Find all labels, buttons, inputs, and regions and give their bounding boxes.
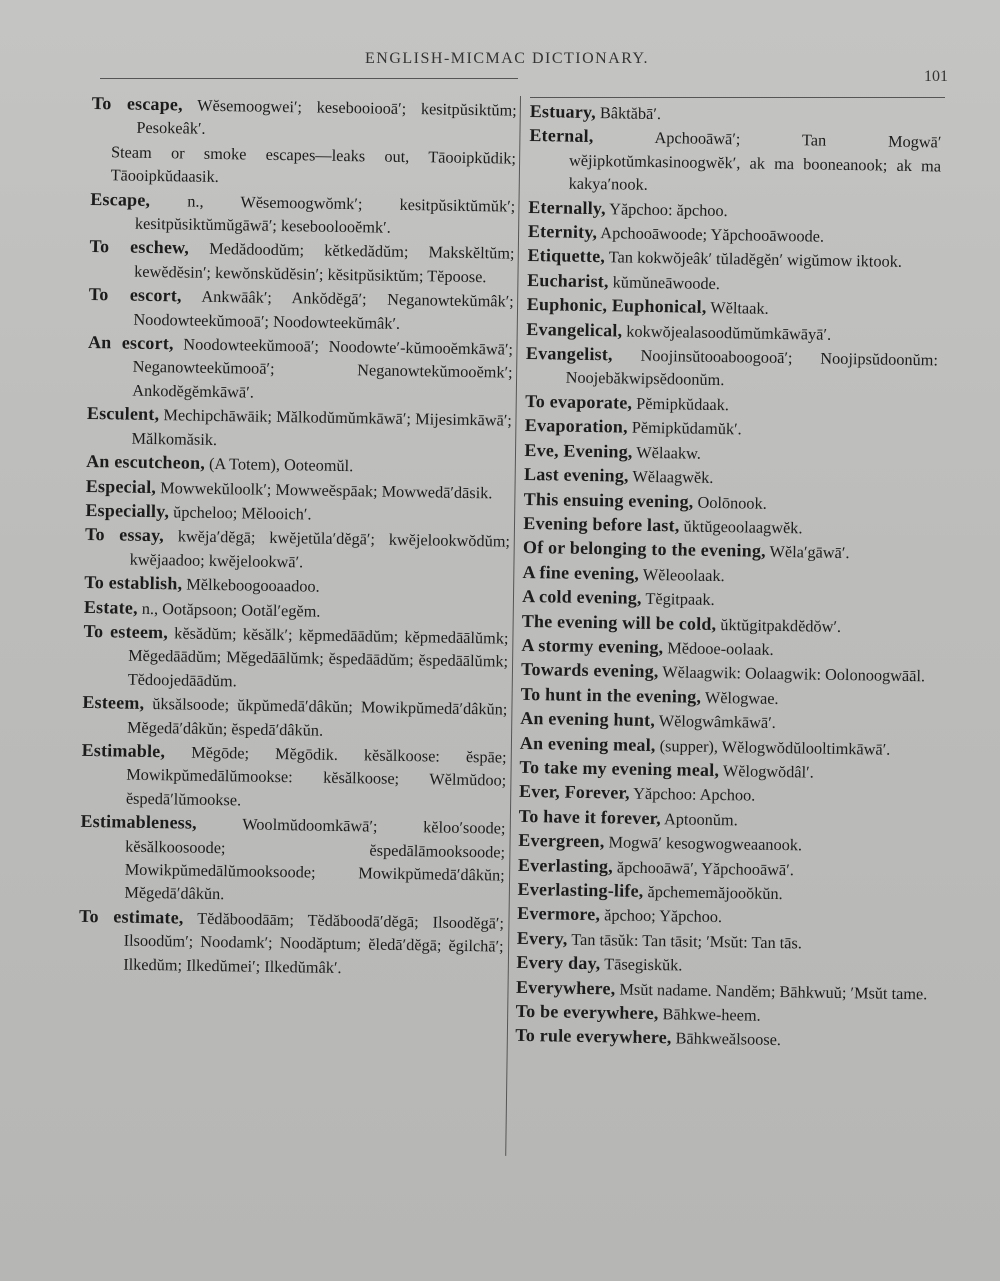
entry-definition: Mowwekŭloolk′; Mowweĕspāak; Mowwedā′dāsik. (160, 477, 493, 502)
entry-definition: Msŭt nadame. Nandĕm; Bāhkwuŭ; ′Msŭt tame. (619, 979, 928, 1003)
entry-headword: Eve, Evening, (524, 439, 633, 462)
entry-definition: Wĕlogwŏdâl′. (722, 761, 814, 782)
entry-definition: Apchooāwoode; Yăpchooāwoode. (600, 223, 825, 246)
entry-definition: Tĕgitpaak. (645, 589, 715, 610)
page-number: 101 (924, 68, 948, 85)
entry-headword: Evermore, (517, 903, 601, 925)
entry-headword: To esteem, (83, 620, 169, 643)
entry-definition: Wĕlaagwik: Oolaagwik: Oolonoogwāāl. (662, 662, 926, 686)
entry-headword: Estimableness, (80, 811, 198, 833)
entry-definition: (supper), Wĕlogwŏdŭlooltimkāwā′. (659, 735, 891, 759)
entry-definition: ŭpcheloo; Mĕlooich′. (173, 502, 312, 524)
entry-headword: Everywhere, (515, 976, 616, 999)
entry-headword: Estuary, (529, 100, 597, 123)
entry-headword: Last evening, (523, 464, 629, 486)
entry-headword: To essay, (84, 524, 165, 546)
entry-definition: Noojinsŭtooaboogooā′; Noojipsŭdoonŭm: Noojebăkwipsĕdoonŭm. (565, 345, 939, 390)
entry-headword: Euphonic, Euphonical, (526, 294, 707, 318)
entry-headword: Eternal, (529, 125, 594, 147)
entry-definition: Bāhkwe-heem. (662, 1004, 761, 1025)
entry-definition: Wĕlogwâmkāwā′. (658, 711, 776, 733)
entry-headword: An evening meal, (519, 732, 656, 755)
entry-headword: Especial, (85, 475, 157, 497)
entry-definition: ŭksălsoode; ŭkpŭmedā′dâkŭn; Mowikpŭmedā′dâkŭn; Mĕgedā′dâkŭn; ĕspedā′dâkŭn. (126, 694, 508, 740)
entry-headword: Esculent, (86, 403, 160, 425)
entry-headword: A stormy evening, (521, 634, 664, 658)
dictionary-entry (79, 810, 505, 910)
entry-headword: Ever, Forever, (518, 781, 630, 804)
entry-headword: To evaporate, (525, 390, 633, 413)
entry-headword: Evergreen, (518, 830, 605, 852)
entry-definition: Wĕsemoogwei′; kesebooiooā′; kesitpŭsiktŭm; Pesokeâk′. (136, 95, 517, 139)
entry-definition: Tan tāsŭk: Tan tāsit; ′Msŭt: Tan tās. (571, 929, 803, 953)
dictionary-entry (87, 331, 513, 408)
entry-definition: n., Ootăpsoon; Ootăl′egĕm. (141, 598, 321, 621)
header-rule-right (530, 97, 945, 98)
entry-headword: To be everywhere, (515, 1000, 659, 1024)
entry-headword: Estate, (83, 596, 138, 618)
entry-headword: A fine evening, (522, 561, 640, 584)
entry-headword: To rule everywhere, (515, 1025, 672, 1048)
dictionary-entry (91, 92, 517, 145)
dictionary-entry (86, 402, 512, 455)
entry-definition: Wĕlogwae. (704, 687, 779, 708)
entry-definition: ăpchoo; Yăpchoo. (604, 905, 723, 927)
running-head: ENGLISH-MICMAC DICTIONARY. (365, 50, 650, 67)
entry-definition: ăpchooāwā′, Yăpchooāwā′. (616, 857, 795, 879)
entry-headword: Evening before last, (523, 512, 680, 536)
entry-definition: Wĕla′gāwā′. (769, 542, 850, 563)
entry-headword: An evening hunt, (520, 708, 656, 731)
entry-headword: An escutcheon, (86, 451, 206, 473)
entry-definition: ŭktŭgeoolaagwĕk. (683, 516, 803, 538)
entry-definition: Mĕdooe-oolaak. (667, 638, 774, 659)
header-rule-left (100, 78, 518, 79)
entry-headword: Everlasting-life, (517, 878, 644, 901)
entry-definition: Wĕlaagwĕk. (632, 466, 714, 488)
entry-headword: To establish, (84, 572, 183, 594)
dictionary-entry (90, 188, 516, 241)
entry-headword: An escort, (87, 332, 174, 354)
entry-headword: Evangelical, (526, 318, 623, 341)
entry-definition: Oolōnook. (697, 492, 767, 513)
entry-headword: A cold evening, (522, 586, 642, 608)
entry-headword: Esteem, (82, 692, 145, 714)
entry-definition: Wĕlaakw. (636, 442, 702, 463)
entry-headword: Eternally, (528, 196, 606, 218)
entry-definition: Noodowteekŭmooā′; Noodowte′-kŭmooĕmkāwā′; Neganowteekŭmooā′; Neganowtekŭmooĕmk′; Ankodĕgĕmkāwā′. (132, 334, 514, 402)
dictionary-entry (525, 342, 938, 395)
dictionary-entry (82, 691, 508, 744)
entry-definition: Yăpchoo: Apchoo. (633, 784, 756, 805)
entry-definition: Mĕgōde; Mĕgōdik. kĕsălkoose: ĕspāe; Mowikpŭmedālŭmookse: kĕsălkoose; Wĕlmŭdoo; ĕspedā′lŭmookse. (125, 742, 507, 810)
entry-headword: To escort, (88, 284, 182, 306)
entry-definition: Aptoonŭm. (663, 808, 738, 830)
entry-definition: Wĕleoolaak. (642, 564, 725, 585)
entry-headword: Escape, (90, 188, 151, 210)
entry-headword: To escape, (91, 92, 183, 115)
entry-headword: To estimate, (78, 905, 184, 928)
entry-definition: kwĕja′dĕgā; kwĕjetŭla′dĕgā′; kwĕjelookwŏdŭm; kwĕjaadoo; kwĕjelookwā′. (129, 526, 511, 572)
entry-headword: To hunt in the evening, (520, 683, 702, 707)
entry-definition: Tĕdăboodāām; Tĕdăboodā′dĕgā; Ilsoodĕgā′; Ilsoodŭm′; Noodamk′; Noodăptum; ĕledā′dĕgā; ĕgilchā′; Ilkedŭm; Ilkedŭmei′; Ilkedŭmâk′. (123, 908, 505, 977)
entry-definition: Mogwā′ kesogwogweaanook. (608, 832, 803, 855)
entry-definition: Medădoodŭm; kĕtkedădŭm; Makskĕltŭm; kewĕdĕsin′; kewŏnskŭdĕsin′; kĕsitpŭsiktŭm; Tĕpoose. (134, 239, 515, 287)
entry-headword: Everlasting, (517, 854, 614, 876)
entry-definition: (A Totem), Ooteomŭl. (208, 453, 354, 476)
entry-definition: Pĕmipkŭdaak. (636, 393, 730, 415)
dictionary-entry (78, 905, 504, 982)
entry-headword: Every, (516, 927, 568, 949)
entry-headword: To take my evening meal, (519, 756, 720, 781)
entry-definition: Wĕltaak. (710, 298, 769, 319)
entry-headword: Eucharist, (527, 269, 609, 292)
entry-headword: Towards evening, (520, 659, 659, 682)
dictionary-entry (84, 523, 510, 576)
entry-headword: This ensuing evening, (523, 488, 694, 512)
entry-definition: Tāsegiskŭk. (604, 954, 683, 975)
dictionary-entry (89, 235, 515, 288)
entry-definition: kokwŏjealasoodŭmŭmkāwāyā′. (626, 321, 832, 344)
dictionary-entry (81, 739, 507, 816)
entry-definition: kŭmŭneāwoode. (612, 272, 721, 293)
entry-headword: Of or belonging to the evening, (522, 537, 766, 562)
entry-headword: To eschew, (89, 236, 190, 258)
entry-definition: kĕsădŭm; kĕsălk′; kĕpmedāādŭm; kĕpmedāālŭmk; Mĕgedāādŭm; Mĕgedāālŭmk; ĕspedāādŭm; ĕspedāālŭmk; Tĕdoojedāādŭm. (127, 623, 509, 691)
entry-definition: n., Wĕsemoogwŏmk′; kesitpŭsiktŭmŭk′; kesitpŭsiktŭmŭgāwā′; keseboolooĕmk′. (134, 191, 516, 237)
entry-headword: Etiquette, (527, 245, 606, 267)
entry-headword: Especially, (85, 499, 170, 522)
dictionary-entry (88, 283, 514, 336)
entry-definition: ăpchememăjooŏkŭn. (647, 881, 783, 904)
entry-headword: To have it forever, (518, 805, 662, 828)
entry-definition: Apchooāwā′; Tan Mogwā′ wĕjipkotŭmkasinoogwĕk′, ak ma booneanook; ak ma kakya′nook. (568, 128, 942, 195)
entry-definition: Mechipchāwāik; Mălkodŭmŭmkāwā′; Mijesimkāwā′; Mălkomăsik. (131, 405, 513, 449)
entry-definition: Bāhkweălsoose. (675, 1028, 782, 1050)
entry-definition: ŭktŭgitpakdĕdŏw′. (720, 614, 842, 636)
entry-definition: Yăpchoo: ăpchoo. (609, 198, 728, 220)
entry-definition: Pĕmipkŭdamŭk′. (631, 417, 742, 439)
entry-definition: Ankwāâk′; Ankŏdĕgā′; Neganowtekŭmâk′; Noodowteekŭmooā′; Noodowteekŭmâk′. (133, 286, 514, 333)
entry-definition: Mĕlkeboogooaadoo. (186, 574, 320, 596)
dictionary-entry (83, 620, 509, 697)
entry-headword: Evangelist, (525, 343, 613, 365)
entry-definition: Steam or smoke escapes—leaks out, Tāooipkŭdik; Tāooipkŭdaasik. (110, 142, 517, 187)
entry-headword: Eternity, (527, 221, 598, 243)
entry-headword: The evening will be cold, (521, 610, 717, 634)
left-column (78, 92, 517, 983)
dictionary-entry (529, 124, 942, 201)
entry-definition: Woolmŭdoomkāwā′; kĕloo′soode; kĕsălkoosoode; ĕspedālāmooksoode; Mowikpŭmedālŭmooksoode; Mowikpŭmedā′dâkŭn; Mĕgedā′dâkŭn. (124, 814, 506, 904)
right-column (515, 100, 942, 1055)
entry-definition: Tan kokwŏjeâk′ tŭladĕgĕn′ wigŭmow iktook. (608, 247, 903, 272)
entry-definition: Bâktăbā′. (599, 103, 662, 124)
entry-headword: Every day, (516, 952, 601, 974)
entry-headword: Evaporation, (524, 415, 628, 437)
entry-headword: Estimable, (81, 739, 166, 762)
dictionary-entry (111, 140, 517, 193)
